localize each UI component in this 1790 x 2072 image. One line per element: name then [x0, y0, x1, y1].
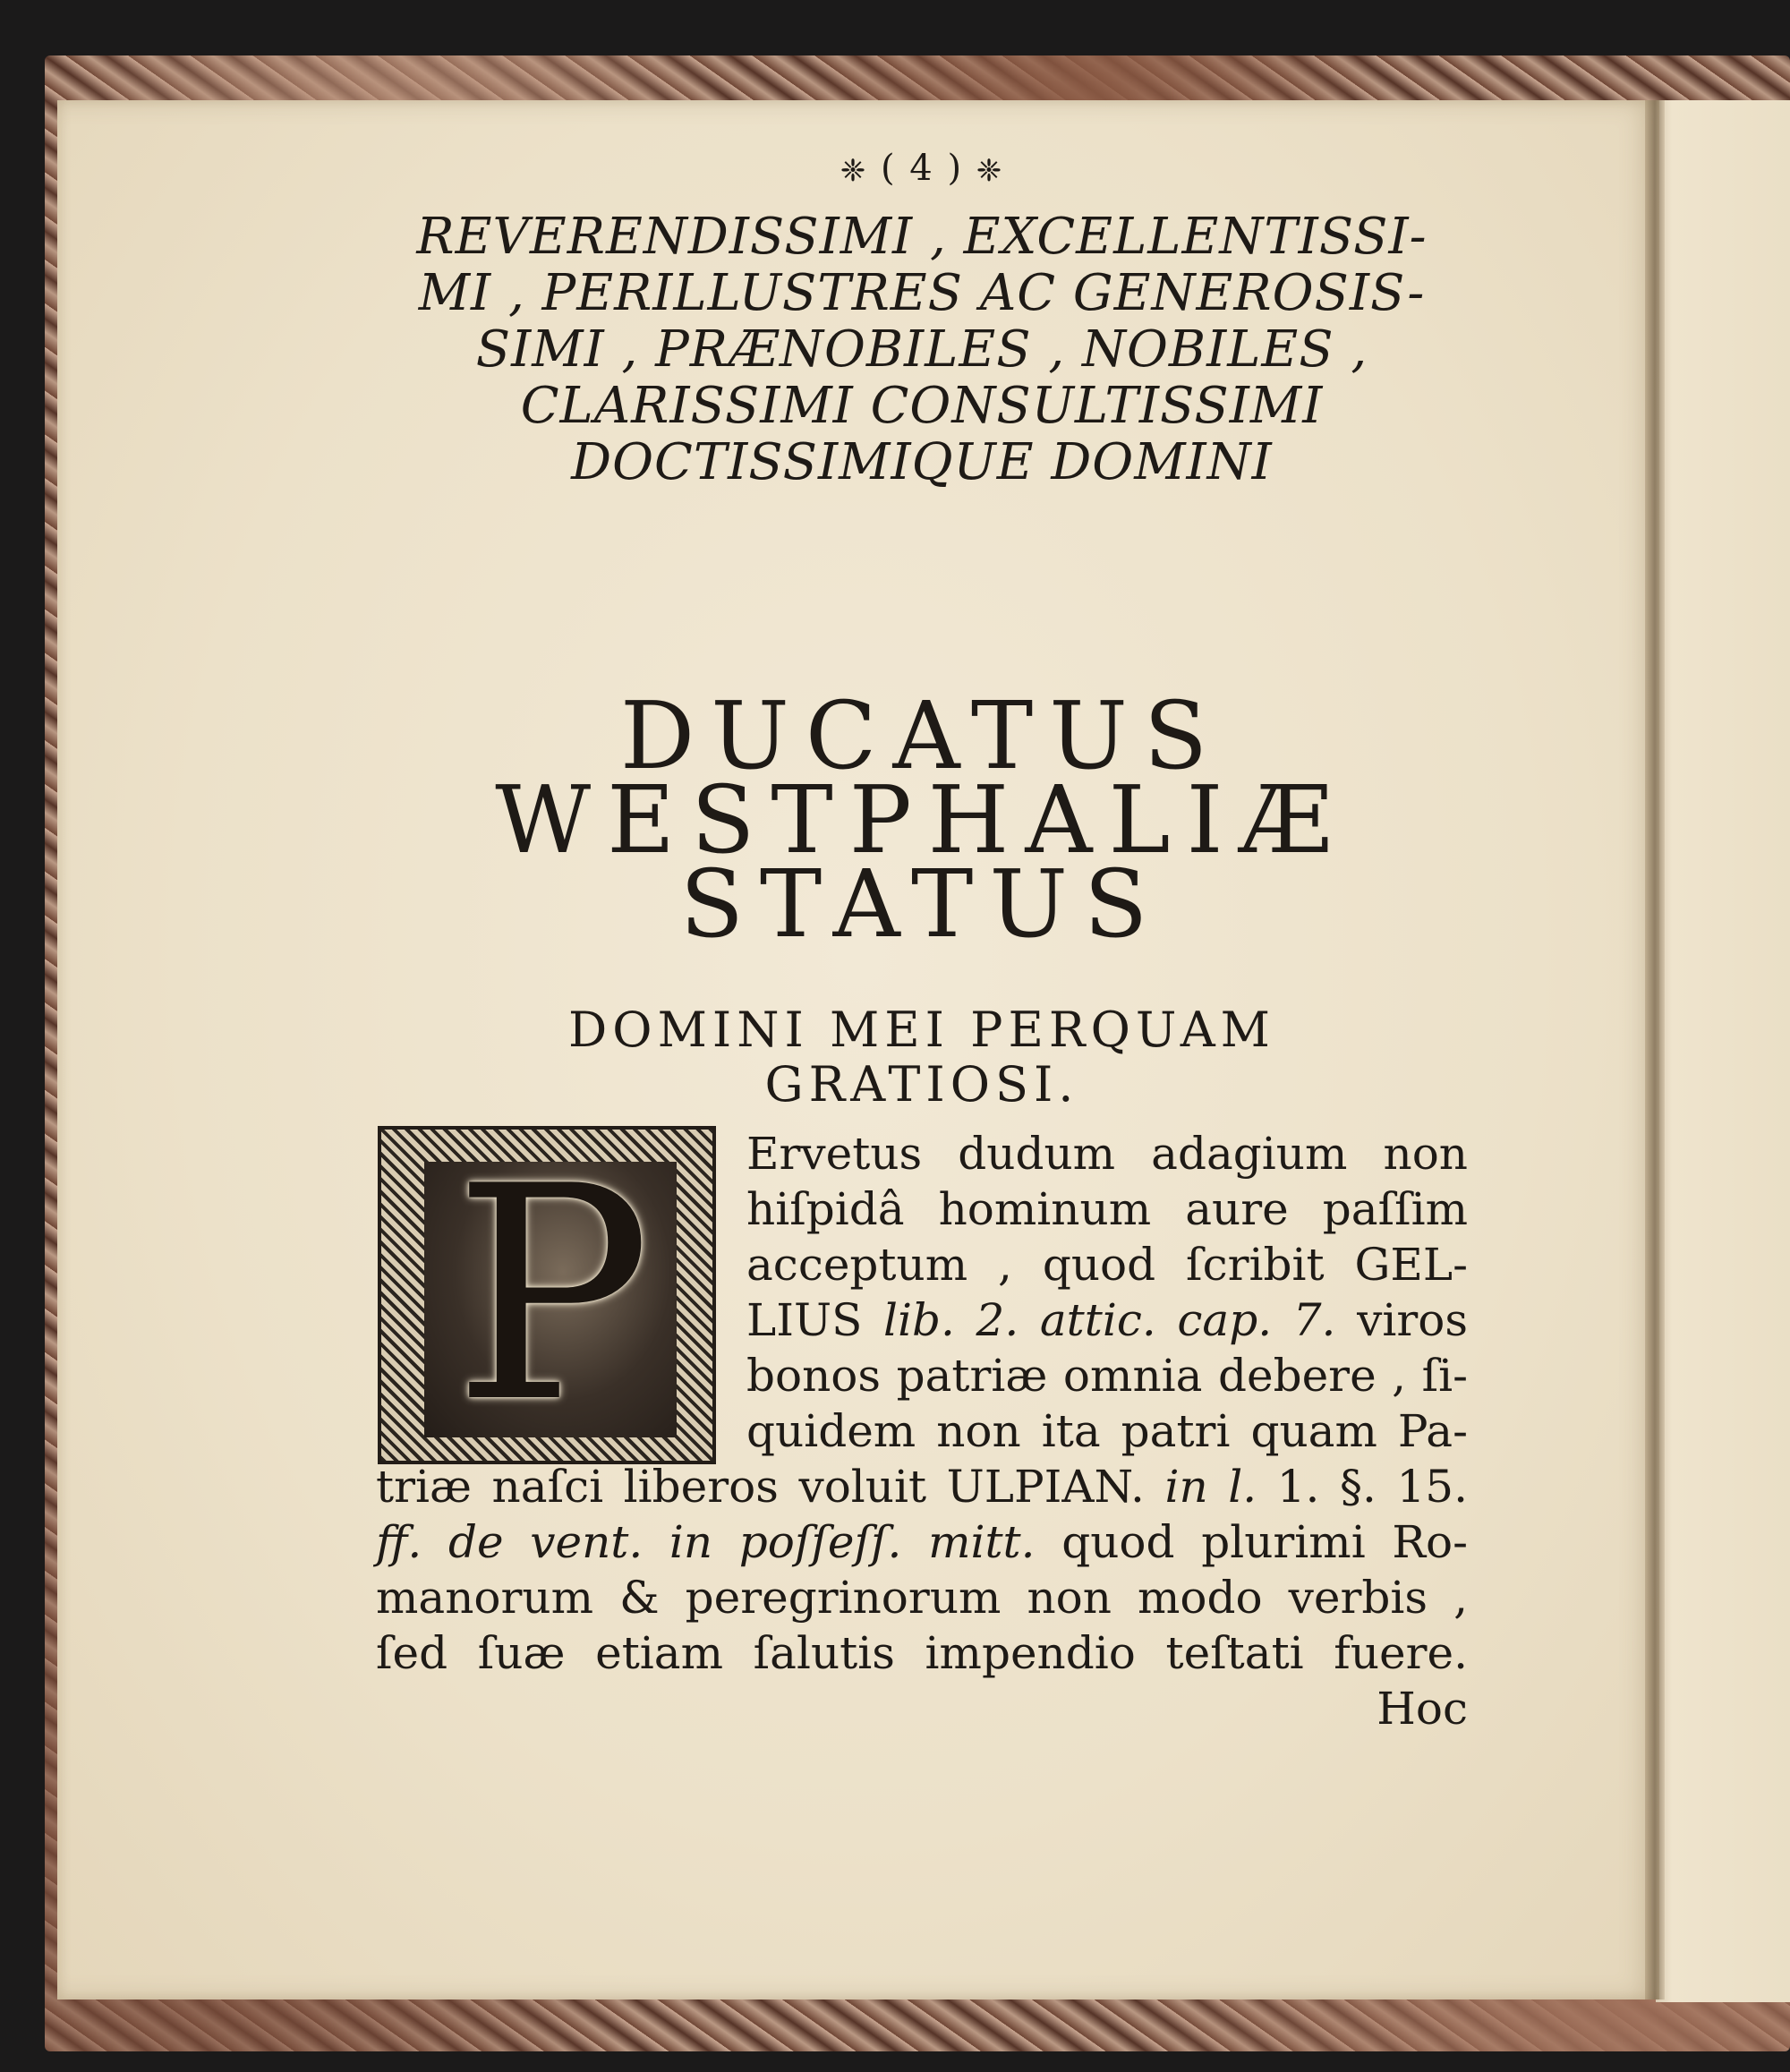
citation: lib. 2. attic. cap. 7.	[883, 1294, 1336, 1346]
title-line: WESTPHALIÆ	[495, 765, 1349, 874]
address-line: DOCTISSIMIQUE DOMINI	[571, 433, 1273, 491]
address-line: SIMI , PRÆNOBILES , NOBILES ,	[475, 320, 1368, 379]
text-line	[376, 1514, 1468, 1570]
text-segment: viros	[1335, 1294, 1468, 1346]
text-segment: triæ naſci liberos voluit ULPIAN.	[376, 1461, 1165, 1513]
text-segment: 1. §. 15.	[1257, 1461, 1468, 1513]
dedicatee-line: GRATIOSI.	[764, 1056, 1079, 1113]
text-line: bonos patriæ omnia debere , ſi-	[746, 1350, 1468, 1402]
text-line: ſed ſuæ etiam ſalutis impendio teſtati fuere.	[376, 1627, 1468, 1679]
text-line: quidem non ita patri quam Pa-	[746, 1405, 1468, 1457]
dedicatee-line: DOMINI MEI PERQUAM	[568, 1002, 1275, 1058]
ornament-right-icon: ❈	[976, 153, 1004, 189]
text-segment: quod plurimi Ro-	[1035, 1516, 1469, 1568]
dedicatee	[376, 1002, 1468, 1112]
initial-letter: P	[453, 1126, 652, 1464]
citation: in l.	[1164, 1461, 1257, 1513]
page-number	[376, 148, 1468, 189]
text-line: hiſpidâ hominum aure paſſim	[746, 1183, 1468, 1235]
page-number-text: ( 4 )	[880, 148, 964, 189]
text-line	[746, 1292, 1468, 1348]
address-line: MI , PERILLUSTRES AC GENEROSIS-	[418, 264, 1426, 322]
dedication-address	[376, 209, 1468, 490]
dedication-title	[376, 681, 1468, 959]
title-line: DUCATUS	[619, 681, 1224, 790]
text-line: acceptum , quod ſcribit GEL-	[746, 1239, 1468, 1291]
text-line: Ervetus dudum adagium non	[746, 1128, 1468, 1180]
address-line: CLARISSIMI CONSULTISSIMI	[520, 377, 1324, 435]
page-gutter	[1645, 100, 1665, 2000]
title-line: STATUS	[679, 849, 1164, 959]
text-line: manorum & peregrinorum non modo verbis ,	[376, 1572, 1468, 1624]
text-segment: LIUS	[746, 1294, 883, 1346]
catchword: Hoc	[1377, 1683, 1468, 1735]
facing-page-edge	[1656, 100, 1790, 2002]
citation: ff. de vent. in poſſeſſ. mitt.	[376, 1516, 1036, 1568]
ornament-left-icon: ❈	[840, 153, 868, 189]
address-line: REVERENDISSIMI , EXCELLENTISSI-	[416, 208, 1428, 266]
text-line	[376, 1459, 1468, 1514]
decorated-initial	[378, 1126, 716, 1464]
